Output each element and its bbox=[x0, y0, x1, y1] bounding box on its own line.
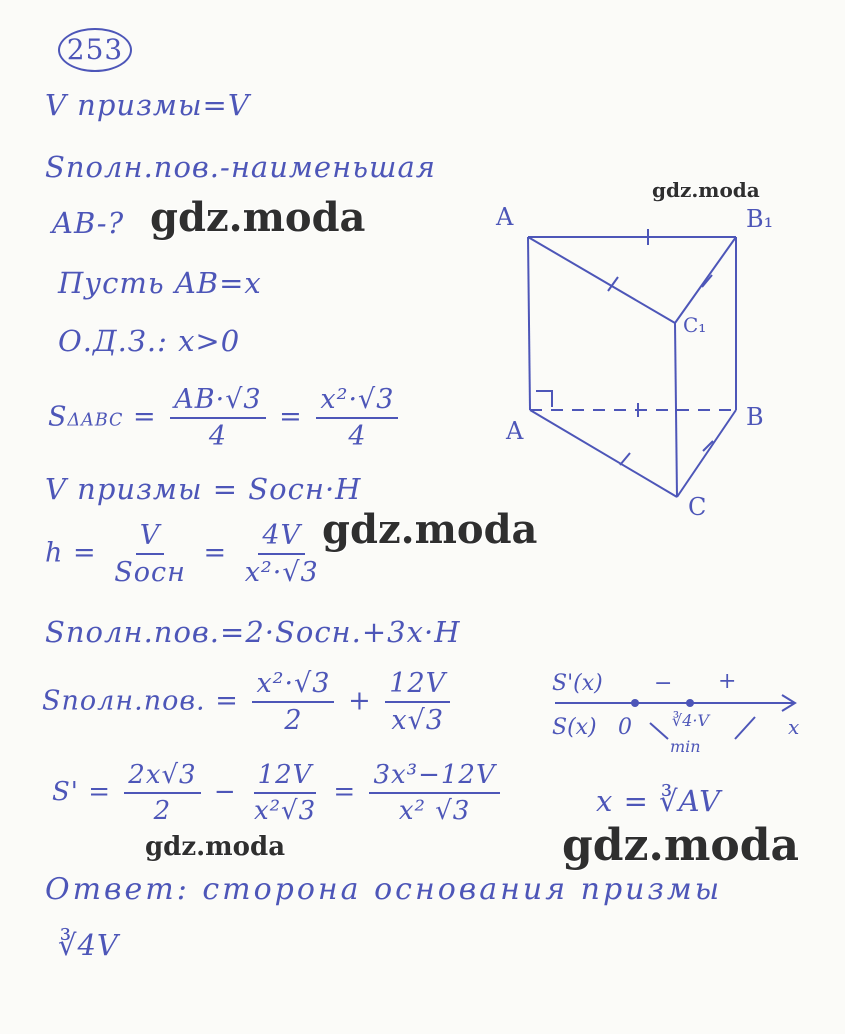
line-base-area bbox=[48, 384, 402, 452]
fraction-12v-x2 bbox=[250, 760, 320, 826]
denominator: x√3 bbox=[391, 705, 445, 736]
fraction-3x3 bbox=[369, 760, 499, 826]
h-symbol: h = bbox=[45, 537, 97, 569]
fraction-ab-root3 bbox=[170, 384, 265, 452]
numerator: 2x√3 bbox=[124, 760, 200, 794]
x-axis-label: x bbox=[788, 715, 800, 739]
numerator: x²·√3 bbox=[252, 668, 334, 703]
fraction-x2-root3 bbox=[316, 384, 398, 452]
denominator: x² √3 bbox=[398, 796, 471, 826]
vertex-a: A bbox=[506, 417, 524, 445]
sign-chart bbox=[550, 665, 810, 765]
s-label: S(x) bbox=[552, 715, 597, 740]
s-symbol: S bbox=[48, 401, 68, 433]
fraction-x2-root3-2 bbox=[252, 668, 334, 736]
line-surface-min: Sполн.пов.-наименьшая bbox=[45, 150, 436, 184]
fraction-12v bbox=[385, 668, 450, 736]
s-prime: S' = bbox=[52, 777, 112, 807]
numerator: x²·√3 bbox=[316, 384, 398, 419]
denominator: 2 bbox=[153, 796, 172, 826]
minus-sign: − bbox=[654, 671, 673, 696]
zero-label: 0 bbox=[618, 715, 632, 740]
line-ab-question: AB-? bbox=[52, 206, 125, 240]
s-total: Sполн.пов. = bbox=[42, 685, 239, 717]
line-derivative bbox=[52, 760, 504, 826]
minus: − bbox=[213, 777, 237, 807]
triangle-subscript: ΔABC bbox=[67, 410, 124, 431]
vertex-c1: C₁ bbox=[683, 313, 707, 337]
prism-drawing bbox=[490, 195, 790, 525]
vertex-c: C bbox=[688, 493, 707, 521]
line-surface-formula: Sполн.пов.=2·Sосн.+3x·H bbox=[45, 615, 461, 649]
denominator: 4 bbox=[348, 421, 367, 452]
denominator: 2 bbox=[284, 705, 303, 736]
numerator: AB·√3 bbox=[170, 384, 265, 419]
numerator: 4V bbox=[258, 520, 305, 555]
prism-figure bbox=[490, 195, 790, 525]
denominator: x²√3 bbox=[253, 796, 317, 826]
line-domain: О.Д.З.: x>0 bbox=[58, 324, 241, 358]
answer-value: ∛4V bbox=[58, 928, 119, 962]
numerator: V bbox=[136, 520, 165, 555]
line-height-formula bbox=[45, 520, 327, 588]
watermark: gdz.moda bbox=[562, 820, 800, 871]
equals: = bbox=[279, 401, 303, 433]
watermark: gdz.moda bbox=[145, 832, 286, 862]
x-answer: x = ∛AV bbox=[596, 784, 722, 818]
fraction-2x-root3 bbox=[124, 760, 200, 826]
plus-sign: + bbox=[718, 669, 737, 694]
vertex-a1: A bbox=[496, 203, 514, 231]
fraction-v-sosn bbox=[110, 520, 190, 588]
equals: = bbox=[203, 537, 228, 569]
equals: = bbox=[133, 401, 157, 433]
vertex-b: B bbox=[746, 403, 764, 431]
numerator: 12V bbox=[254, 760, 317, 794]
line-let-ab: Пусть AB=x bbox=[58, 266, 262, 300]
line-volume-formula: V призмы = Sосн·H bbox=[45, 472, 362, 506]
watermark: gdz.moda bbox=[150, 194, 366, 241]
fraction-4v bbox=[241, 520, 323, 588]
line-surface-expanded bbox=[42, 668, 454, 736]
s-prime-label: S'(x) bbox=[552, 671, 603, 696]
plus: + bbox=[348, 685, 372, 717]
numerator: 12V bbox=[385, 668, 450, 703]
watermark: gdz.moda bbox=[322, 506, 538, 553]
answer-line: Ответ: сторона основания призмы bbox=[45, 872, 723, 907]
min-label: min bbox=[670, 737, 701, 756]
line-volume: V призмы=V bbox=[45, 88, 250, 122]
watermark: gdz.moda bbox=[652, 178, 760, 202]
vertex-b1: B₁ bbox=[746, 205, 774, 233]
numerator: 3x³−12V bbox=[369, 760, 499, 794]
problem-number: 253 bbox=[58, 28, 132, 72]
critical-point: ∛4·V bbox=[672, 711, 710, 730]
equals: = bbox=[333, 777, 357, 807]
denominator: x²·√3 bbox=[244, 557, 319, 588]
denominator: 4 bbox=[208, 421, 228, 452]
denominator: Sосн bbox=[114, 557, 186, 588]
